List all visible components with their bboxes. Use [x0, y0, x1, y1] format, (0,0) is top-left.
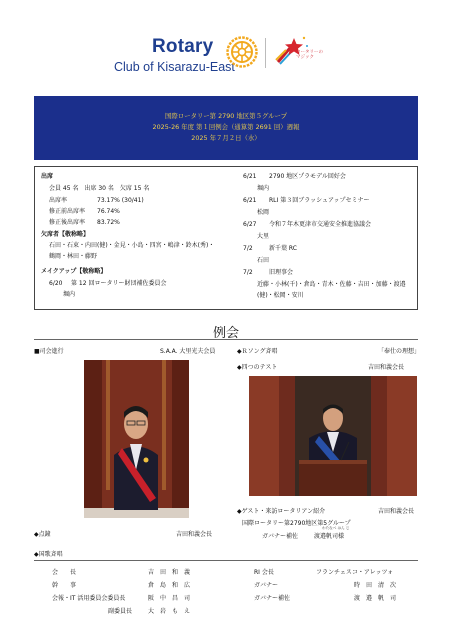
officer-name: 阪 中 昌 司	[148, 595, 191, 602]
officer-name: 吉 田 和 義	[148, 569, 191, 576]
schedule-event: 旧理事会	[269, 269, 294, 276]
schedule-names: 石田	[257, 257, 270, 264]
fixed-rate-label: 修正後出席率	[49, 219, 86, 226]
guest-photo	[249, 376, 417, 496]
rate-label: 出席率	[49, 197, 68, 204]
schedule-names: 松岡	[257, 209, 270, 216]
makeup-event: 第 12 回ロータリー財団補佐委員会	[71, 280, 167, 287]
schedule-event: 令和７年木更津市交通安全推進協議会	[269, 221, 372, 228]
mc-name: S.A.A. 大里光夫会員	[160, 348, 216, 355]
officer-role: 会報・IT 活用委員会委員長	[52, 595, 126, 602]
banner-meeting: 2025-26 年度 第１回例会（通算第 2691 回）週報	[152, 123, 300, 131]
ri-name: 渡 邉 帆 司	[354, 595, 397, 602]
schedule-names: 近藤・小林(千)・倉島・青木・佐藤・吉田・加藤・渡邉	[257, 281, 406, 288]
prev-rate-label: 修正前出席率	[49, 208, 86, 215]
mc-photo	[84, 360, 189, 518]
rate-value: 73.17% (30/41)	[97, 197, 144, 204]
ri-name: フランチェスコ・アレッツォ	[316, 569, 394, 576]
guest-introducer: 吉田和義会長	[378, 508, 415, 515]
ri-role: RI 会長	[254, 569, 274, 576]
makeup-name: 堀内	[63, 291, 76, 298]
schedule-date: 6/21	[243, 173, 257, 180]
officer-role: 副委員長	[108, 608, 133, 615]
schedule-names: 堀内	[257, 185, 270, 192]
section-divider	[34, 339, 418, 340]
ri-role: ガバナー	[254, 582, 279, 589]
absent-list-2: 鶴岡・林田・藤野	[49, 253, 98, 260]
guest-ruby: わたなべ はん じ	[322, 526, 350, 530]
bell-label: ◆点鐘	[34, 531, 51, 538]
fixed-rate-value: 83.72%	[97, 219, 120, 226]
absent-list-1: 石田・石束・内田(健)・金見・小島・四宮・嶋津・鈴木(秀)・	[49, 242, 215, 249]
rotary-wordmark: Rotary	[152, 36, 214, 57]
officer-role: 会 長	[52, 569, 77, 576]
logo-divider	[265, 38, 266, 68]
attendance-box	[34, 166, 418, 310]
schedule-date: 7/2	[243, 269, 253, 276]
schedule-event: 2790 地区プラモデル回好会	[269, 173, 346, 180]
anthem-label: ◆国歌斉唱	[34, 551, 63, 558]
mc-label: ■司会進行	[34, 348, 64, 355]
ri-role: ガバナー補佐	[254, 595, 291, 602]
schedule-event: RLI 第３回ブラッシュアップセミナー	[269, 197, 370, 204]
schedule-date: 6/27	[243, 221, 257, 228]
attendance-members: 会員 45 名 出席 30 名 欠席 15 名	[49, 185, 150, 192]
rotary-wheel-icon	[226, 36, 258, 68]
footer-divider	[34, 560, 418, 561]
test-label: ◆四つのテスト	[237, 364, 278, 371]
test-name: 吉田和義会長	[368, 364, 405, 371]
absent-title: 欠席者【敬称略】	[41, 231, 90, 238]
guest-role: ガバナー補佐	[262, 533, 299, 540]
banner-district: 国際ロータリー第 2790 地区第５グループ	[164, 112, 288, 120]
club-name: Club of Kisarazu-East	[114, 60, 235, 74]
schedule-date: 6/21	[243, 197, 257, 204]
officer-name: 倉 島 和 広	[148, 582, 191, 589]
guest-org: 国際ロータリー第2790地区第5グループ	[242, 520, 351, 527]
prev-rate-value: 76.74%	[97, 208, 120, 215]
magic-caption: ロータリーの マジック	[296, 50, 323, 61]
schedule-names-cont: (健)・松岡・安川	[257, 292, 304, 299]
schedule-names: 大里	[257, 233, 270, 240]
schedule-date: 7/2	[243, 245, 253, 252]
bulletin-banner	[34, 96, 418, 160]
guest-person: 渡邉帆司様	[314, 533, 345, 540]
makeup-date: 6/20	[49, 280, 63, 287]
officer-role: 幹 事	[52, 582, 77, 589]
song-label: ◆Ｒソング斉唱	[237, 348, 278, 355]
song-name: 「奉仕の理想」	[378, 348, 421, 355]
makeup-title: メイクアップ【敬称略】	[41, 268, 107, 275]
attendance-title: 出席	[41, 173, 54, 180]
banner-date: 2025 年７月２日（水）	[191, 134, 261, 142]
bell-name: 吉田和義会長	[176, 531, 213, 538]
ri-name: 時 田 清 次	[354, 582, 397, 589]
officer-name: 大 岩 も え	[148, 608, 191, 615]
guest-label: ◆ゲスト・来訪ロータリアン紹介	[237, 508, 326, 515]
schedule-event: 新千葉 RC	[269, 245, 297, 252]
section-title: 例会	[212, 326, 239, 341]
